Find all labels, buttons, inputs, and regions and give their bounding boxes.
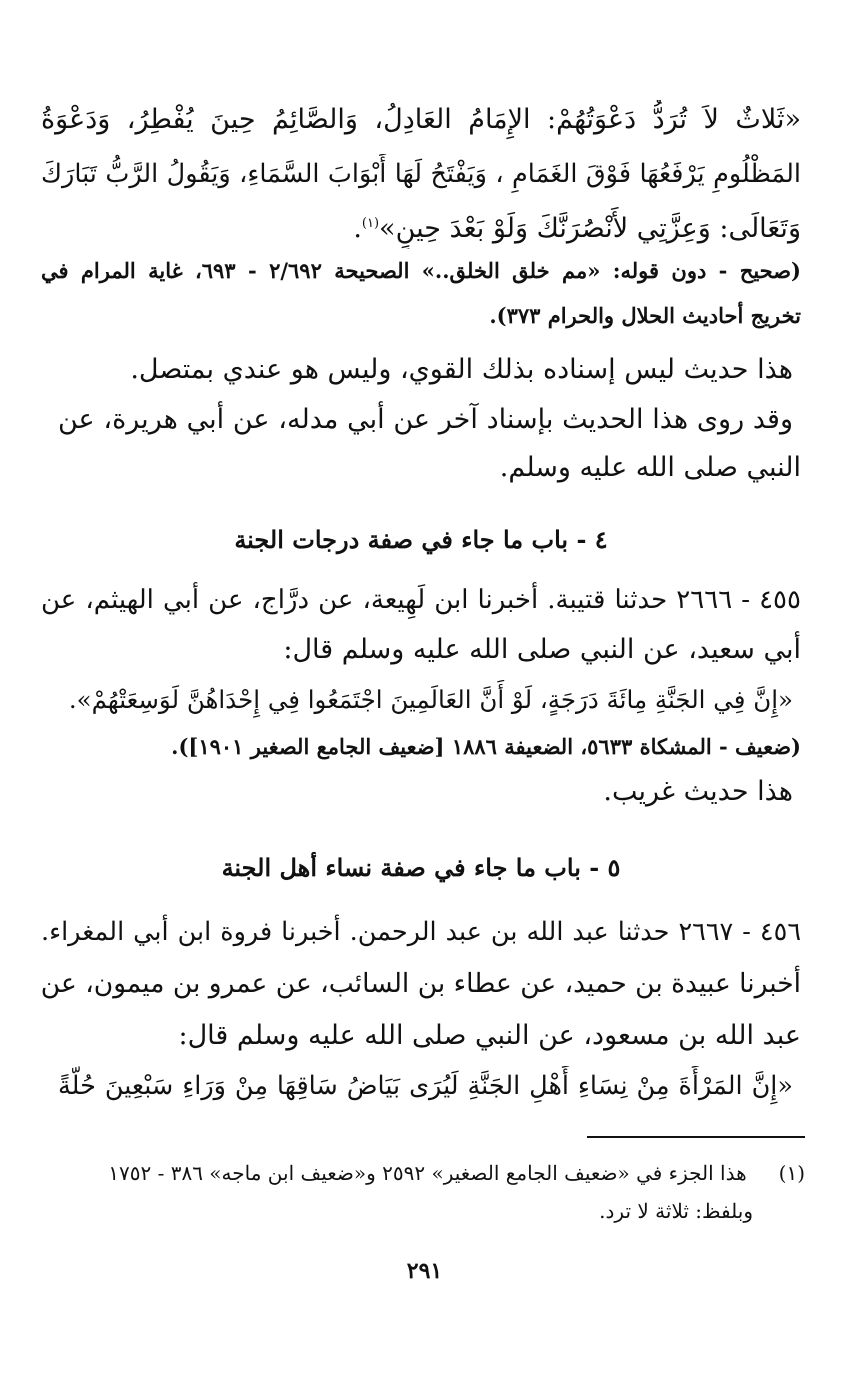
footnote-line: وبلفظ: ثلاثة لا ترد. — [599, 1199, 753, 1223]
footnote-separator — [587, 1136, 805, 1138]
hadith-text-line: المَظْلُومِ يَرْفَعُهَا فَوْقَ الغَمَامِ ، وَيَفْتَحُ لَهَا أَبْوَابَ السَّمَاءِ، وَيَقُولُ الرَّبُّ تَبَارَكَ — [41, 159, 801, 189]
hadith-text-line: «ثَلاثٌ لاَ تُرَدُّ دَعْوَتُهُمْ: الإِمَامُ العَادِلُ، وَالصَّائِمُ حِينَ يُفْطِرُ، وَدَعْوَةُ — [41, 104, 801, 135]
page-number: ٢٩١ — [406, 1258, 443, 1284]
footnote-number: (١) — [778, 1161, 805, 1185]
grading-line: (صحيح - دون قوله: «مم خلق الخلق..» الصحيحة ٢/٦٩٢ - ٦٩٣، غاية المرام في — [41, 258, 801, 283]
hadith-isnad-line: أخبرنا عبيدة بن حميد، عن عطاء بن السائب، عن عمرو بن ميمون، عن — [41, 968, 801, 999]
hadith-isnad-line: عبد الله بن مسعود، عن النبي صلى الله عليه وسلم قال: — [178, 1020, 801, 1051]
hadith-text-line: «إِنَّ المَرْأَةَ مِنْ نِسَاءِ أَهْلِ الجَنَّةِ لَيُرَى بَيَاضُ سَاقِهَا مِنْ وَرَاءِ سَبْعِينَ حُلَّةً — [58, 1071, 793, 1101]
hadith-text-line — [41, 204, 801, 249]
hadith-end-period: . — [353, 213, 362, 244]
comment-line: هذا حديث غريب. — [603, 776, 793, 807]
chapter-heading: ٥ - باب ما جاء في صفة نساء أهل الجنة — [221, 853, 621, 882]
hadith-text-end: وَتَعَالَى: وَعِزَّتِي لأَنْصُرَنَّكَ وَلَوْ بَعْدَ حِينٍ» — [379, 213, 801, 244]
comment-line: هذا حديث ليس إسناده بذلك القوي، وليس هو عندي بمتصل. — [130, 354, 793, 385]
footnote-reference: (١) — [361, 216, 380, 231]
hadith-text-line: «إِنَّ فِي الجَنَّةِ مِائَةَ دَرَجَةٍ، لَوْ أَنَّ العَالَمِينَ اجْتَمَعُوا فِي إِحْدَاهُنَّ لَوَسِعَتْهُمْ». — [68, 685, 793, 714]
grading-line: (ضعيف - المشكاة ٥٦٣٣، الضعيفة ١٨٨٦ [ضعيف الجامع الصغير ١٩٠١]). — [171, 734, 801, 759]
hadith-isnad-line: أبي سعيد، عن النبي صلى الله عليه وسلم قال: — [283, 634, 801, 665]
comment-line: وقد روى هذا الحديث بإسناد آخر عن أبي مدله، عن أبي هريرة، عن — [58, 404, 793, 435]
comment-line: النبي صلى الله عليه وسلم. — [499, 452, 801, 483]
footnote-text: هذا الجزء في «ضعيف الجامع الصغير» ٢٥٩٢ و«ضعيف ابن ماجه» ٣٨٦ - ١٧٥٢ — [108, 1161, 747, 1185]
hadith-isnad-line: ٤٥٦ - ٢٦٦٧ حدثنا عبد الله بن عبد الرحمن. أخبرنا فروة ابن أبي المغراء. — [41, 917, 801, 947]
grading-line: تخريج أحاديث الحلال والحرام ٣٧٣). — [489, 303, 801, 328]
footnote-line — [35, 1158, 805, 1188]
hadith-isnad-line: ٤٥٥ - ٢٦٦٦ حدثنا قتيبة. أخبرنا ابن لَهِيعة، عن درَّاج، عن أبي الهيثم، عن — [41, 585, 801, 615]
chapter-heading: ٤ - باب ما جاء في صفة درجات الجنة — [234, 525, 608, 554]
